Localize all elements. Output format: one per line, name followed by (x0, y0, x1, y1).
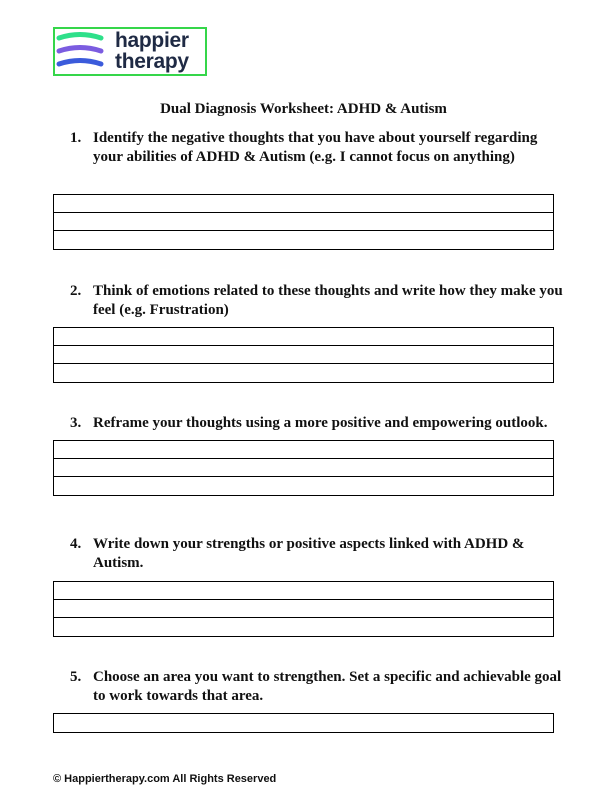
question-text: Think of emotions related to these thoughts and write how they make you feel (e.g. Frustration) (93, 283, 563, 318)
answer-line[interactable] (54, 477, 553, 495)
question-4 (70, 535, 570, 573)
question-text: Reframe your thoughts using a more positive and empowering outlook. (93, 415, 548, 431)
question-number: 2. (70, 283, 82, 299)
logo-line2: therapy (115, 50, 189, 73)
question-text: Choose an area you want to strengthen. Set a specific and achievable goal to work towards that area. (93, 669, 562, 704)
answer-box-2[interactable] (53, 327, 554, 383)
answer-line[interactable] (54, 618, 553, 636)
question-number: 3. (70, 415, 82, 431)
question-number: 1. (70, 130, 82, 146)
logo-line1: happier (115, 29, 189, 52)
question-2 (70, 282, 570, 320)
answer-box-3[interactable] (53, 440, 554, 496)
question-5 (70, 668, 570, 706)
answer-box-1[interactable] (53, 194, 554, 250)
brand-logo (53, 27, 207, 76)
question-text: Identify the negative thoughts that you have about yourself regarding your abilities of ADHD & Autism (e.g. I cannot focus on anything) (93, 130, 538, 165)
wave-stripes-icon (55, 29, 115, 74)
answer-line[interactable] (54, 213, 553, 231)
answer-line[interactable] (54, 231, 553, 249)
answer-line[interactable] (54, 582, 553, 600)
answer-line[interactable] (54, 346, 553, 364)
question-number: 4. (70, 536, 82, 552)
answer-line[interactable] (54, 714, 553, 732)
question-3 (70, 414, 570, 433)
answer-line[interactable] (54, 441, 553, 459)
answer-line[interactable] (54, 195, 553, 213)
answer-line[interactable] (54, 459, 553, 477)
answer-line[interactable] (54, 600, 553, 618)
question-text: Write down your strengths or positive aspects linked with ADHD & Autism. (93, 536, 525, 571)
question-1 (70, 129, 570, 167)
copyright-footer: © Happiertherapy.com All Rights Reserved (53, 773, 277, 785)
worksheet-title: Dual Diagnosis Worksheet: ADHD & Autism (160, 101, 447, 117)
logo-wordmark (115, 30, 189, 72)
answer-box-4[interactable] (53, 581, 554, 637)
question-number: 5. (70, 669, 82, 685)
answer-box-5[interactable] (53, 713, 554, 733)
answer-line[interactable] (54, 328, 553, 346)
answer-line[interactable] (54, 364, 553, 382)
